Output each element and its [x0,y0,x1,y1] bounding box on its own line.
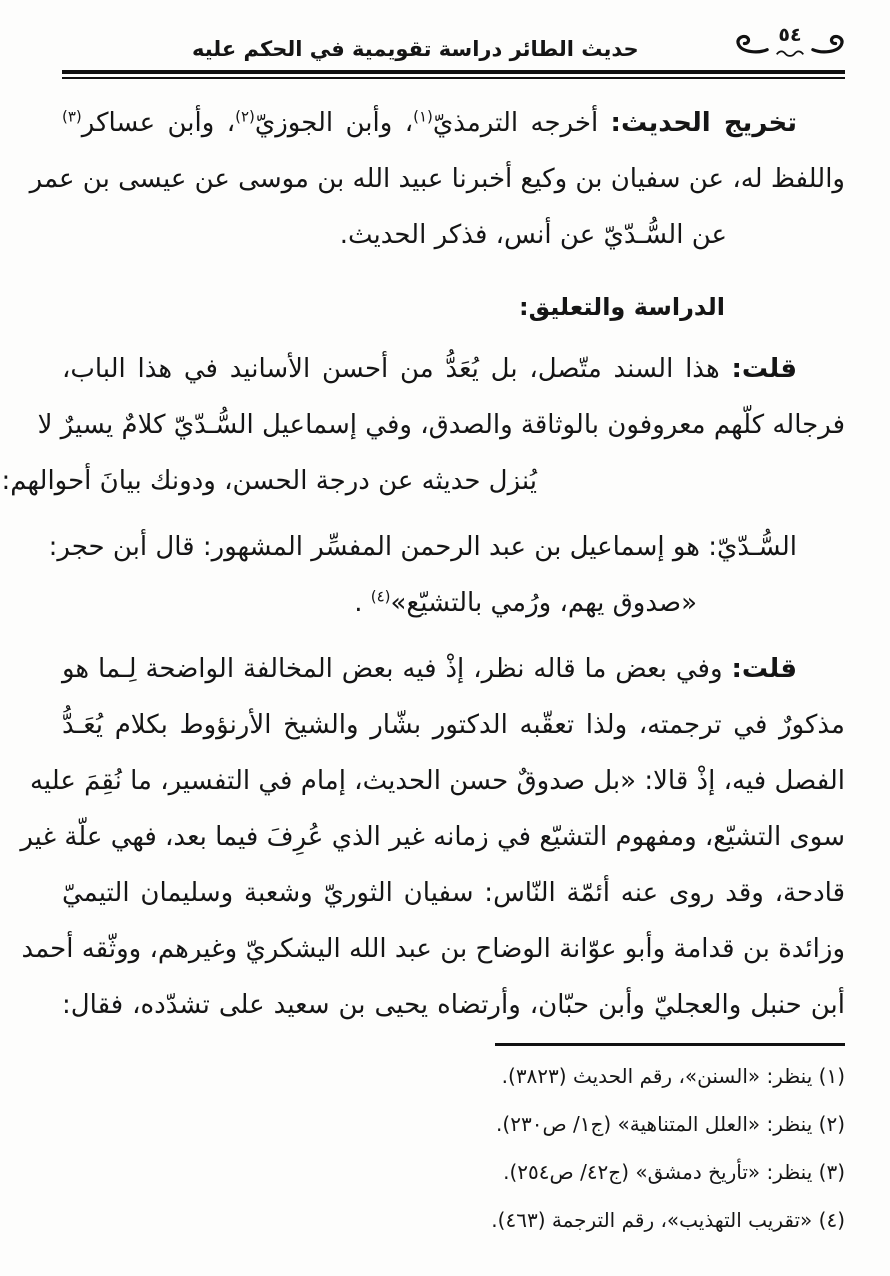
text-segment: واللفظ له، عن سفيان بن وكيع أخبرنا عبيد الله بن موسى عن عيسى بن عمر [29,164,845,194]
footnote-separator [495,1043,845,1046]
text-line [48,519,845,575]
running-title: حديث الطائر دراسة تقويمية في الحكم عليه [192,37,639,61]
page-number: ٥٤ [778,24,802,46]
header-divider [62,70,845,79]
text-segment: قلت: [731,354,797,384]
text-segment: سوى التشيّع، ومفهوم التشيّع في زمانه غير الذي عُرِفَ فيما بعد، فهي علّة غير [20,822,845,852]
text-segment: «صدوق يهم، ورُمي بالتشيّع» [390,588,697,618]
text-segment: يُنزل حديثه عن درجة الحسن، ودونك بيانَ أحوالهم: [1,466,537,496]
paragraph [48,519,845,631]
text-segment: قادحة، وقد روى عنه أئمّة النّاس: سفيان الثوريّ وشعبة وسليمان التيميّ [62,878,845,908]
text-segment: أبن حنبل والعجليّ وأبن حبّان، وأرتضاه يحيى بن سعيد على تشدّده، فقال: [62,990,845,1020]
text-line [29,151,845,207]
text-line [37,397,845,453]
text-segment: هذا السند متّصل، بل يُعَدُّ من أحسن الأسانيد في هذا الباب، [62,354,732,384]
section-heading: الدراسة والتعليق: [519,293,725,321]
text-line [1,453,845,509]
text-segment: السُّـدّيّ: هو إسماعيل بن عبد الرحمن المفسِّر المشهور: قال أبن حجر: [48,532,797,562]
paragraph [1,341,845,509]
footnotes-list [62,1052,845,1244]
footnote-item: (١) ينظر: «السنن»، رقم الحديث (٣٨٢٣). [501,1064,845,1088]
text-segment: وزائدة بن قدامة وأبو عوّانة الوضاح بن عبد الله اليشكريّ وغيرهم، ووثّقه أحمد [21,934,845,964]
text-segment: قلت: [731,654,797,684]
floral-scroll-icon [735,33,769,55]
text-segment: ، وأبن الجوزيّ [254,108,414,138]
footnote-marker: (٢) [235,107,255,126]
text-line [62,95,845,151]
text-line [29,753,845,809]
text-line [62,697,845,753]
text-line [62,641,845,697]
body-text [1,95,845,1033]
floral-scroll-icon [811,33,845,55]
footnote-marker: (٣) [62,107,82,126]
text-segment: تخريج الحديث: [610,108,797,138]
footnote-item: (٢) ينظر: «العلل المتناهية» (ج١/ ص٢٣٠). [496,1112,845,1136]
text-line [62,865,845,921]
text-segment: الفصل فيه، إذْ قالا: «بل صدوقٌ حسن الحديث، إمام في التفسير، ما نُقِمَ عليه [29,766,845,796]
page-header [62,26,845,61]
text-segment: مذكورٌ في ترجمته، ولذا تعقّبه الدكتور بشّار والشيخ الأرنؤوط بكلام يُعَـدُّ [62,710,845,740]
footnote-item: (٤) «تقريب التهذيب»، رقم الترجمة (٤٦٣). [491,1208,845,1232]
footnote-item: (٣) ينظر: «تأريخ دمشق» (ج٤٢/ ص٢٥٤). [503,1160,845,1184]
wave-underline-icon [775,45,805,61]
text-line [62,207,845,263]
text-segment: . [354,588,371,618]
paragraph [29,95,845,263]
text-line [20,809,845,865]
page-number-stack [775,26,805,61]
text-line [62,341,845,397]
text-segment: عن السُّـدّيّ عن أنس، فذكر الحديث. [339,220,727,250]
text-segment: وفي بعض ما قاله نظر، إذْ فيه بعض المخالفة الواضحة لِـما هو [62,654,732,684]
text-segment: أخرجه الترمذيّ [432,108,611,138]
page-number-ornament [735,26,845,61]
footnote-marker: (١) [413,107,433,126]
paragraph [20,641,845,1033]
text-segment: فرجاله كلّهم معروفون بالوثاقة والصدق، وفي إسماعيل السُّـدّيّ كلامٌ يسيرٌ لا [37,410,845,440]
text-segment: ، وأبن عساكر [81,108,236,138]
text-line [62,575,845,631]
text-line [21,921,845,977]
footnote-marker: (٤) [370,587,391,606]
text-line [62,977,845,1033]
